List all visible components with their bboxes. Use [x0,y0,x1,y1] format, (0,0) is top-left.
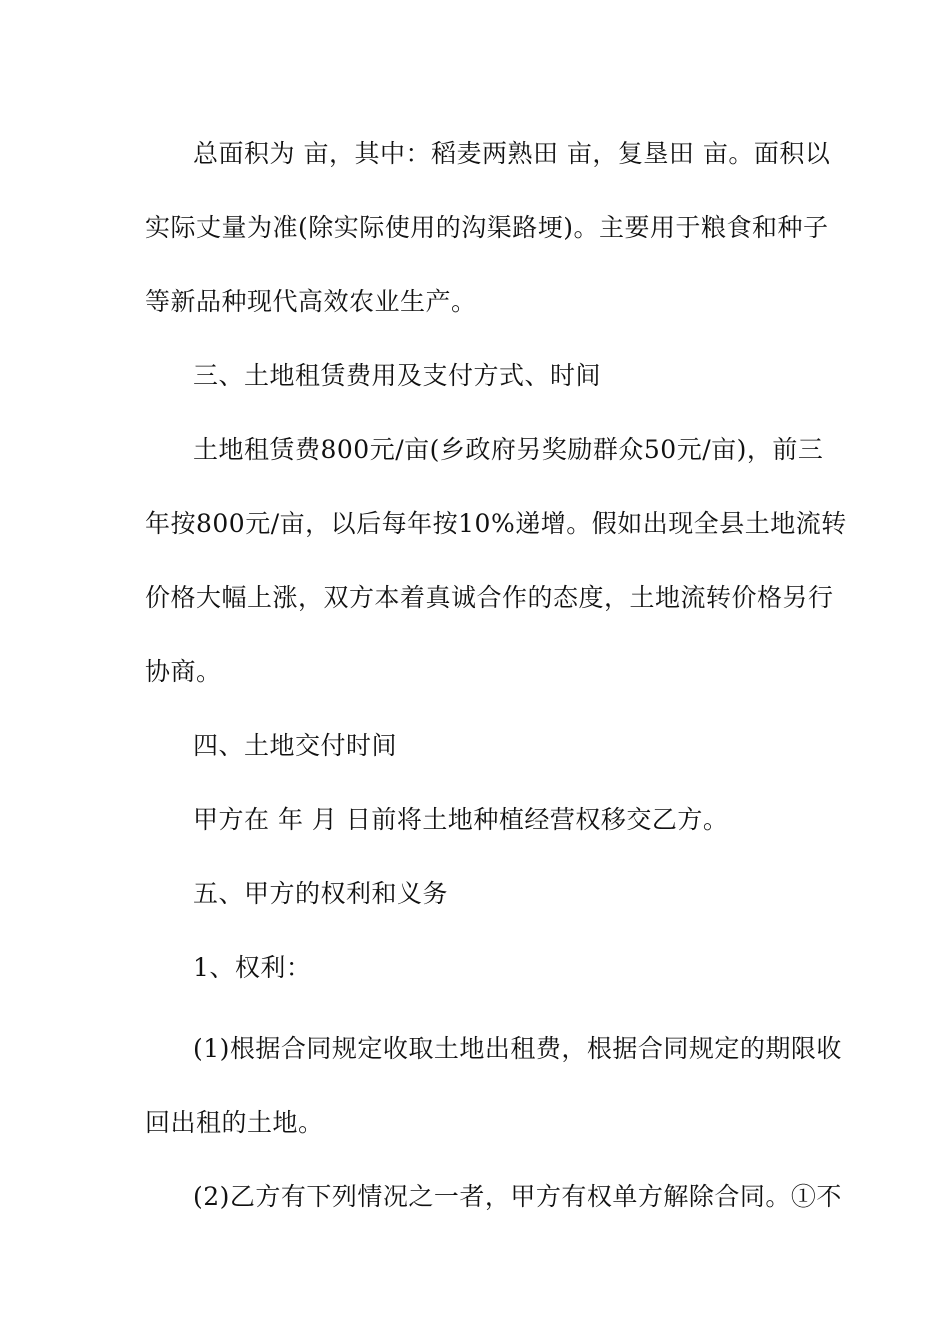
section-heading-5: 五、甲方的权利和义务 [193,879,449,908]
subheading-rights: 1、权利： [193,953,312,982]
paragraph-line-14: 回出租的土地。 [145,1108,324,1137]
paragraph-line-2: 实际丈量为准(除实际使用的沟渠路埂)。主要用于粮食和种子 [145,213,829,242]
paragraph-line-7: 价格大幅上涨，双方本着真诚合作的态度，土地流转价格另行 [145,583,834,612]
paragraph-line-3: 等新品种现代高效农业生产。 [145,287,477,316]
paragraph-line-5: 土地租赁费800元/亩(乡政府另奖励群众50元/亩)，前三 [193,435,824,464]
paragraph-line-10: 甲方在 年 月 日前将土地种植经营权移交乙方。 [193,805,729,834]
paragraph-line-15: (2)乙方有下列情况之一者，甲方有权单方解除合同。①不 [193,1182,842,1211]
paragraph-line-6: 年按800元/亩，以后每年按10%递增。假如出现全县土地流转 [145,509,847,538]
section-heading-3: 三、土地租赁费用及支付方式、时间 [193,361,602,390]
paragraph-line-1: 总面积为 亩，其中：稻麦两熟田 亩，复垦田 亩。面积以 [193,139,831,168]
section-heading-4: 四、土地交付时间 [193,731,398,760]
paragraph-line-8: 协商。 [145,657,222,686]
paragraph-line-13: (1)根据合同规定收取土地出租费，根据合同规定的期限收 [193,1034,842,1063]
